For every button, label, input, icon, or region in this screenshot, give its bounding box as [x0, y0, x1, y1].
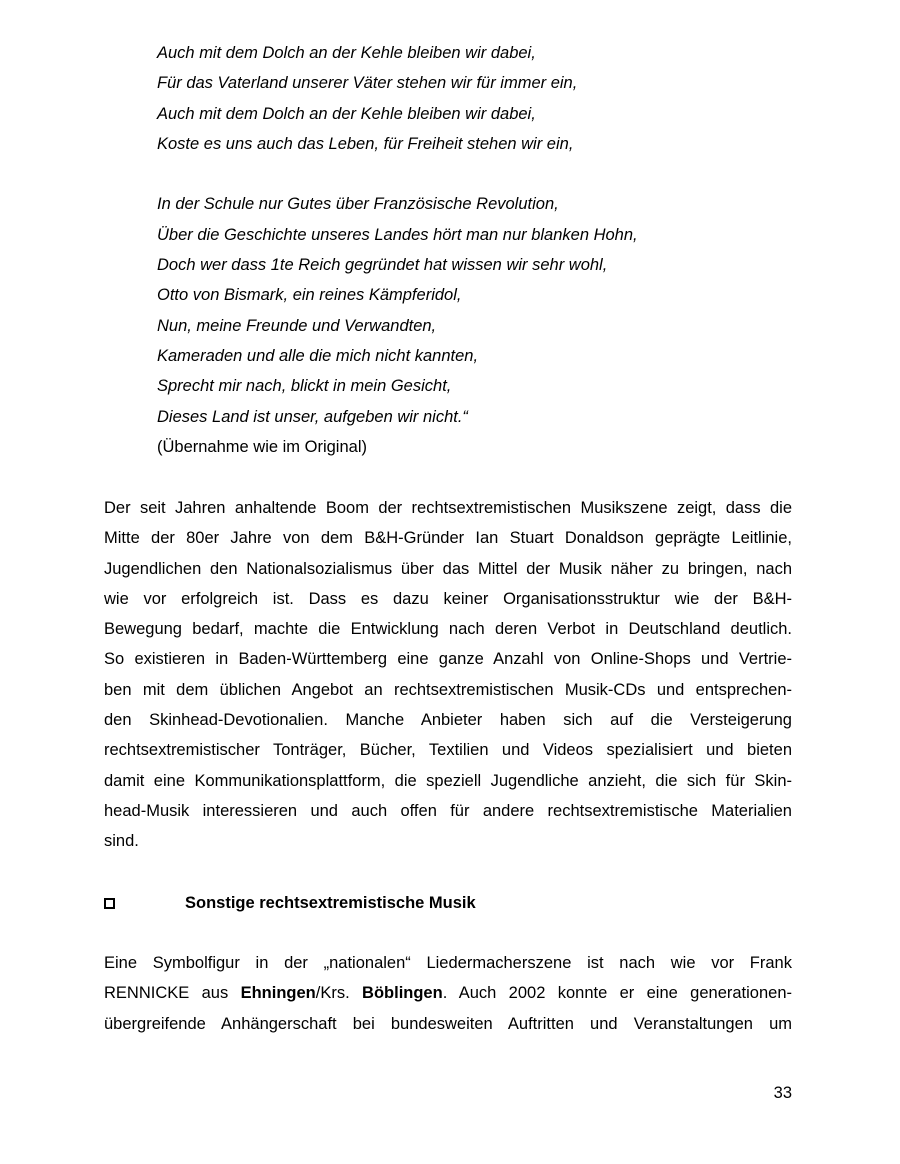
checkbox-bullet-icon	[104, 898, 115, 909]
text-run: . Auch 2002 konnte er eine generationen-	[442, 984, 792, 1003]
paragraph-line: Eine Symbolfigur in der „nationalen“ Liedermacherszene ist nach wie vor Frank	[104, 954, 792, 972]
lyric-line: Sprecht mir nach, blickt in mein Gesicht,	[157, 377, 452, 396]
text-run: RENNICKE aus	[104, 984, 241, 1003]
body-paragraph-rennicke	[104, 948, 792, 1039]
lyric-line: Dieses Land ist unser, aufgeben wir nicht.“	[157, 407, 468, 426]
paragraph-line: übergreifende Anhängerschaft bei bundesweiten Auftritten und Veranstaltungen um	[104, 1014, 792, 1033]
lyric-line: Otto von Bismark, ein reines Kämpferidol,	[157, 286, 462, 305]
text-run: /Krs.	[315, 984, 363, 1003]
song-lyrics-quote	[157, 38, 797, 462]
paragraph-line: Mitte der 80er Jahre von dem B&H-Gründer Ian Stuart Donaldson geprägte Leitlinie,	[104, 529, 792, 548]
lyric-line: Für das Vaterland unserer Väter stehen wir für immer ein,	[157, 74, 578, 93]
page-number: 33	[773, 1084, 792, 1102]
paragraph-line: den Skinhead-Devotionalien. Manche Anbieter haben sich auf die Versteigerung	[104, 711, 792, 730]
lyric-line: Kameraden und alle die mich nicht kannten,	[157, 346, 479, 365]
paragraph-line	[104, 978, 792, 1008]
lyric-line: Über die Geschichte unseres Landes hört man nur blanken Hohn,	[157, 225, 638, 244]
place-name-boeblingen: Böblingen	[362, 984, 443, 1003]
paragraph-line: head-Musik interessieren und auch offen für andere rechtsextremistische Materialien	[104, 801, 792, 820]
lyric-line: In der Schule nur Gutes über Französische Revolution,	[157, 195, 559, 214]
body-paragraph-music-scene	[104, 493, 792, 857]
quote-source-note: (Übernahme wie im Original)	[157, 437, 367, 456]
paragraph-line: Jugendlichen den Nationalsozialismus über das Mittel der Musik näher zu bringen, nach	[104, 559, 792, 578]
paragraph-line: sind.	[104, 832, 139, 851]
paragraph-line: Der seit Jahren anhaltende Boom der rechtsextremistischen Musikszene zeigt, dass die	[104, 499, 792, 517]
place-name-ehningen: Ehningen	[240, 984, 316, 1003]
lyric-line: Auch mit dem Dolch an der Kehle bleiben wir dabei,	[157, 44, 536, 62]
lyric-line: Nun, meine Freunde und Verwandten,	[157, 316, 437, 335]
paragraph-line: damit eine Kommunikationsplattform, die speziell Jugendliche anzieht, die sich für Skin-	[104, 771, 792, 790]
paragraph-line: wie vor erfolgreich ist. Dass es dazu keiner Organisationsstruktur wie der B&H-	[104, 589, 792, 608]
paragraph-line: ben mit dem üblichen Angebot an rechtsextremistischen Musik-CDs und entsprechen-	[104, 680, 792, 699]
section-heading-text: Sonstige rechtsextremistische Musik	[185, 894, 476, 912]
section-heading	[104, 888, 476, 918]
paragraph-line: Bewegung bedarf, machte die Entwicklung nach deren Verbot in Deutschland deutlich.	[104, 620, 792, 639]
paragraph-line: rechtsextremistischer Tonträger, Bücher, Textilien und Videos spezialisiert und bieten	[104, 741, 792, 760]
paragraph-line: So existieren in Baden-Württemberg eine ganze Anzahl von Online-Shops und Vertrie-	[104, 650, 792, 669]
lyric-line: Doch wer dass 1te Reich gegründet hat wissen wir sehr wohl,	[157, 256, 608, 275]
lyric-line: Auch mit dem Dolch an der Kehle bleiben wir dabei,	[157, 104, 536, 123]
lyric-line: Koste es uns auch das Leben, für Freiheit stehen wir ein,	[157, 134, 574, 153]
stanza-gap	[157, 159, 797, 189]
